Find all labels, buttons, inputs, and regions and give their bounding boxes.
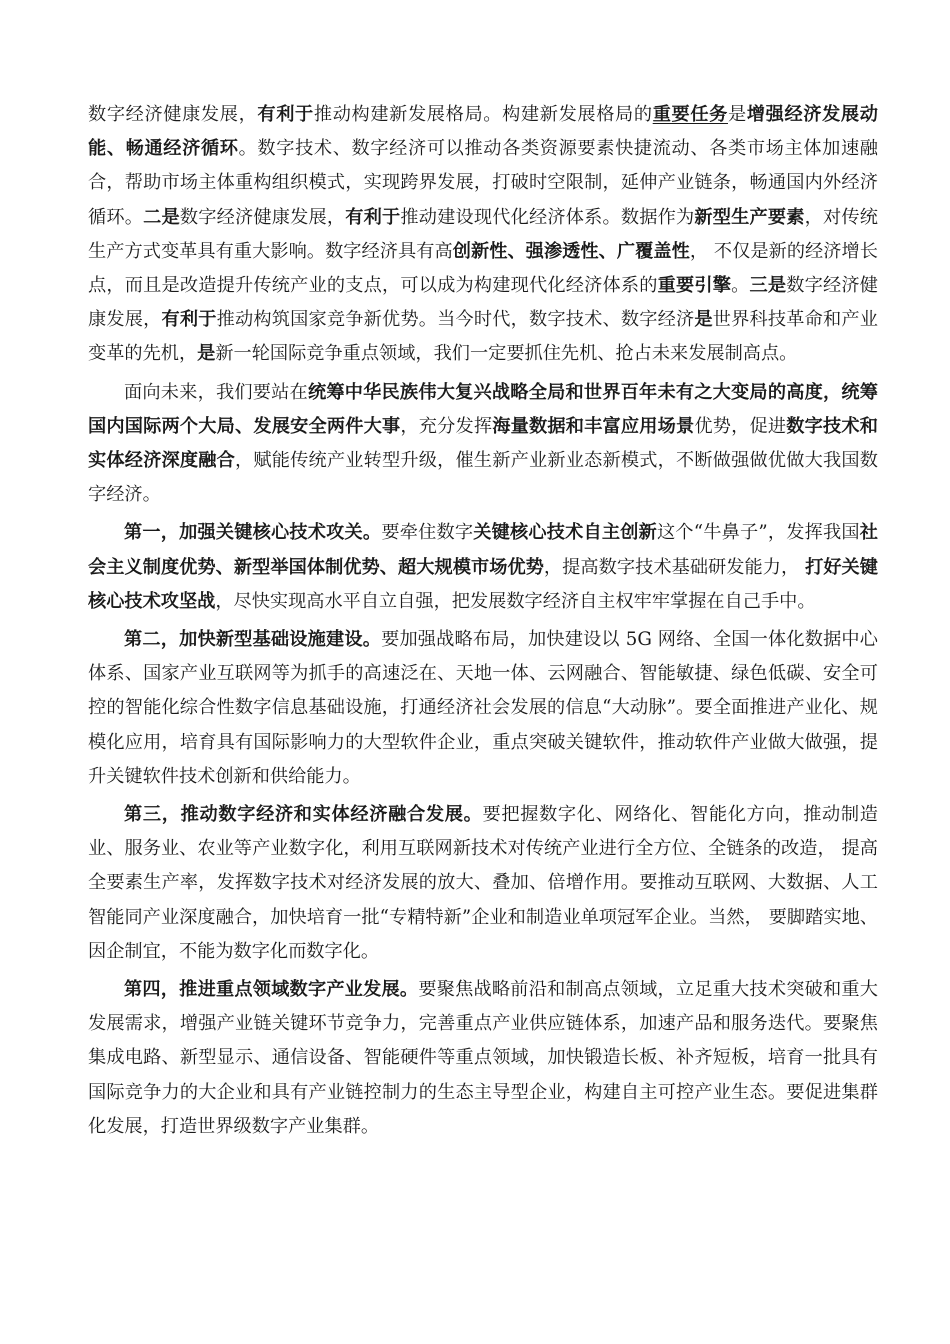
bold-text-run: 海量数据和丰富应用场景 xyxy=(492,415,695,437)
text-run: 要加强战略布局，加快建设以 5G 网络、全国一体化数据中心体系、国家产业互联网等为抓手的高速泛在、天地一体、云网融合、智能敏捷、绿色低碳、安全可控的智能化综合性数字信息基础设施，打通经济社会发展的信息“大动脉”。要全面推进产业化、规模化应用，培育具有国际影响力的大型软件企业，重点突破关键软件，推动软件产业做大做强，提升关键软件技术创新和供给能力。 xyxy=(88,629,878,787)
text-run: 数字经济健康发展， xyxy=(88,104,258,125)
bold-text-run: 第四，推进重点领域数字产业发展。 xyxy=(124,979,419,1001)
text-run: ，充分发挥 xyxy=(400,415,493,437)
bold-text-run: 社会主义制度优势、新型举国体制优势、超大规模市场优势 xyxy=(88,522,878,578)
text-run: 要牵住数字 xyxy=(381,522,474,544)
paragraph xyxy=(88,623,878,794)
text-run: 是 xyxy=(727,104,747,125)
bold-text-run: 数字技术和实体经济深度融合 xyxy=(88,415,878,472)
document-body xyxy=(88,98,878,1148)
text-run: 推动构筑国家竞争新优势。当今时代，数字技术、数字经济 xyxy=(216,309,695,331)
paragraph xyxy=(88,798,878,969)
text-run: ，对传统生产方式变革具有重大影响。数字经济具有高 xyxy=(88,206,878,262)
bold-text-run: 第三，推动数字经济和实体经济融合发展。 xyxy=(124,804,483,826)
text-run: 要聚焦战略前沿和制高点领域，立足重大技术突破和重大发展需求，增强产业链关键环节竞争力，完善重点产业供应链体系，加速产品和服务迭代。要聚焦集成电路、新型显示、通信设备、智能硬件等重点领域，加快锻造长板、补齐短板，培育一批具有国际竞争力的大企业和具有产业链控制力的生态主导型企业，构建自主可控产业生态。要促进集群化发展，打造世界级数字产业集群。 xyxy=(88,979,878,1137)
bold-text-run: 是 xyxy=(694,309,713,331)
text-run: 要把握数字化、网络化、智能化方向，推动制造业、服务业、农业等产业数字化，利用互联网新技术对传统产业进行全方位、全链条的改造， 提高全要素生产率，发挥数字技术对经济发展的放大、叠加、倍增作用。要推动互联网、大数据、人工智能同产业深度融合，加快培育一批“专精特新”企业和制造业单项冠军企业。当然， 要脚踏实地、因企制宜，不能为数字化而数字化。 xyxy=(88,804,878,962)
bold-text-run: 创新性、强渗透性、广覆盖性 xyxy=(452,240,690,262)
bold-text-run: 有利于 xyxy=(161,309,217,331)
paragraph xyxy=(88,516,878,619)
bold-text-run: 增强经济发展动能、畅通经济循环 xyxy=(88,104,878,160)
bold-text-run: 是 xyxy=(197,343,216,365)
bold-text-run: 关键核心技术自主创新 xyxy=(473,522,658,544)
text-run: 这个“牛鼻子”，发挥我国 xyxy=(657,522,860,544)
text-run: 。数字技术、数字经济可以推动各类资源要素快捷流动、各类市场主体加速融合，帮助市场主体重构组织模式，实现跨界发展，打破时空限制，延伸产业链条，畅通国内外经济循环。 xyxy=(88,138,878,228)
text-run: 数字经济健康发展， xyxy=(88,275,878,331)
text-run: ，提高数字技术基础研发能力， xyxy=(543,556,806,578)
text-run: 。 xyxy=(731,275,750,297)
bold-text-run: 第二，加快新型基础设施建设。 xyxy=(124,629,382,651)
text-run: 面向未来，我们要站在 xyxy=(124,381,308,403)
bold-text-run: 二是 xyxy=(143,206,180,228)
bold-text-run: 重要引擎 xyxy=(657,275,732,297)
paragraph xyxy=(88,376,878,513)
bold-text-run: 有利于 xyxy=(345,206,401,228)
text-run: 优势，促进 xyxy=(694,415,787,437)
text-run: ，尽快实现高水平自立自强，把发展数字经济自主权牢牢掌握在自己手中。 xyxy=(215,590,816,612)
bold-text-run: 重要任务 xyxy=(652,104,728,125)
text-run: 新一轮国际竞争重点领域，我们一定要抓住先机、抢占未来发展制高点。 xyxy=(215,343,798,365)
text-run: 数字经济健康发展， xyxy=(179,206,346,228)
bold-text-run: 新型生产要素 xyxy=(694,206,805,228)
bold-text-run: 打好关键核心技术攻坚战 xyxy=(88,556,878,612)
bold-text-run: 三是 xyxy=(749,275,787,297)
bold-text-run: 第一，加强关键核心技术攻关。 xyxy=(124,522,382,544)
paragraph xyxy=(88,973,878,1144)
text-run: ，赋能传统产业转型升级，催生新产业新业态新模式，不断做强做优做大我国数字经济。 xyxy=(88,450,878,506)
paragraph xyxy=(88,98,878,372)
text-run: 推动建设现代化经济体系。数据作为 xyxy=(400,206,695,228)
text-run: 世界科技革命和产业变革的先机， xyxy=(88,309,878,365)
bold-text-run: 统筹中华民族伟大复兴战略全局和世界百年未有之大变局的高度，统筹国内国际两个大局、发展安全两件大事 xyxy=(88,381,878,437)
bold-text-run: 有利于 xyxy=(257,104,314,125)
text-run: 推动构建新发展格局。构建新发展格局的 xyxy=(313,104,653,125)
text-run: ， 不仅是新的经济增长点，而且是改造提升传统产业的支点，可以成为构建现代化经济体系的 xyxy=(88,240,878,297)
